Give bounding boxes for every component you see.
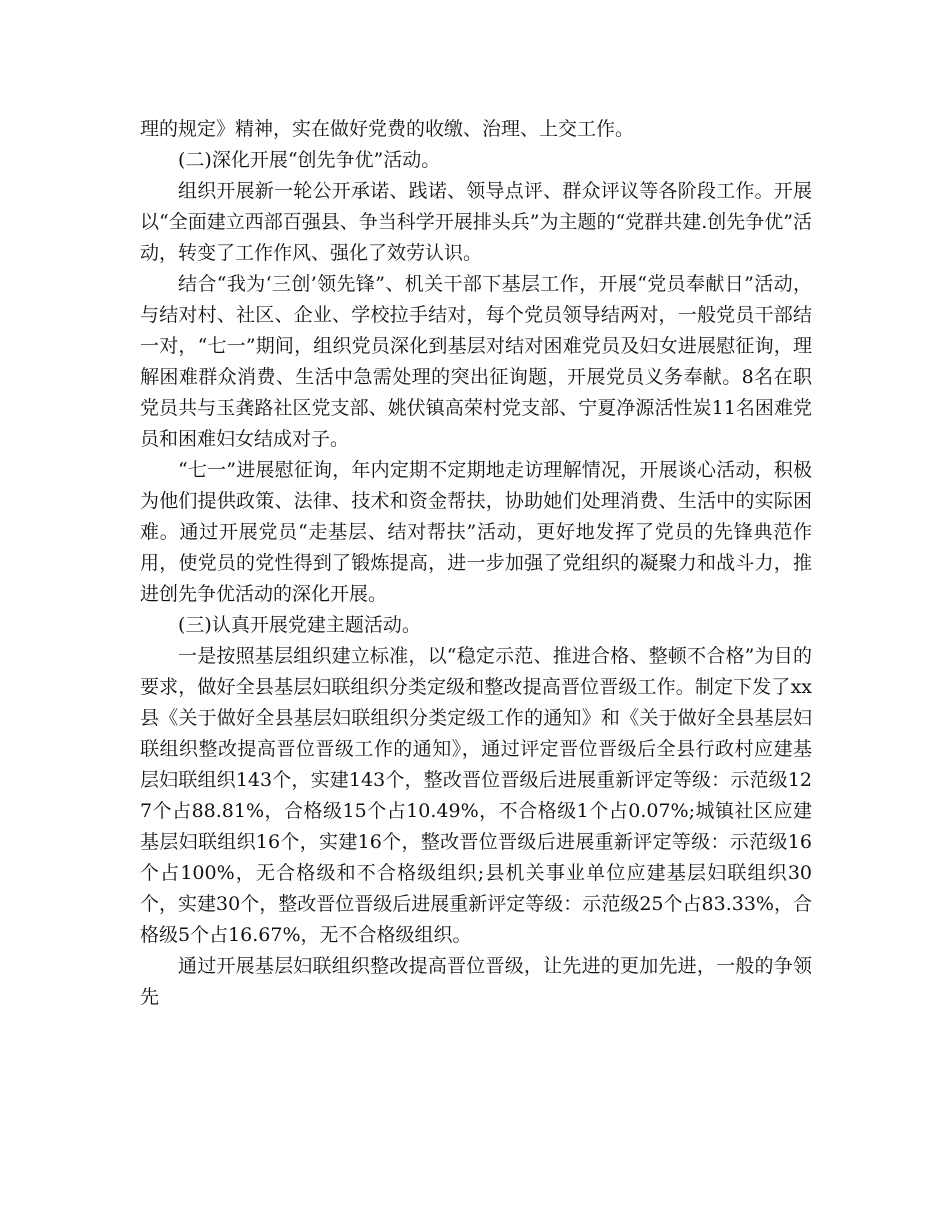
paragraph: 一是按照基层组织建立标准，以“稳定示范、推进合格、整顿不合格”为目的要求，做好全县基层妇联组织分类定级和整改提高晋位晋级工作。制定下发了xx县《关于做好全县基层妇联组织分类定级工作的通知》和《关于做好全县基层妇联组织整改提高晋位晋级工作的通知》，通过评定晋位晋级后全县行政村应建基层妇联组织143个，实建143个，整改晋位晋级后进展重新评定等级：示范级127个占88.81%，合格级15个占10.49%，不合格级1个占0.07%;城镇社区应建基层妇联组织16个，实建16个，整改晋位晋级后进展重新评定等级：示范级16个占100%，无合格级和不合格级组织;县机关事业单位应建基层妇联组织30个，实建30个，整改晋位晋级后进展重新评定等级：示范级25个占83.33%，合格级5个占16.67%，无不合格级组织。 <box>140 645 812 946</box>
section-heading-3: (三)认真开展党建主题活动。 <box>178 614 421 636</box>
document-body <box>140 114 812 1013</box>
paragraph: 组织开展新一轮公开承诺、践诺、领导点评、群众评议等各阶段工作。开展以“全面建立西部百强县、争当科学开展排头兵”为主题的“党群共建.创先争优”活动，转变了工作作风、强化了效劳认识。 <box>140 180 812 264</box>
paragraph: “七一”进展慰征询，年内定期不定期地走访理解情况，开展谈心活动，积极为他们提供政策、法律、技术和资金帮扶，协助她们处理消费、生活中的实际困难。通过开展党员“走基层、结对帮扶”活动，更好地发挥了党员的先锋典范作用，使党员的党性得到了锻炼提高，进一步加强了党组织的凝聚力和战斗力，推进创先争优活动的深化开展。 <box>140 459 812 605</box>
paragraph: 通过开展基层妇联组织整改提高晋位晋级，让先进的更加先进，一般的争领先 <box>140 955 812 1008</box>
section-heading-2: (二)深化开展“创先争优”活动。 <box>178 149 441 171</box>
paragraph-continuation: 理的规定》精神，实在做好党费的收缴、治理、上交工作。 <box>140 118 635 140</box>
paragraph: 结合“我为‘三创’领先锋”、机关干部下基层工作，开展“党员奉献日”活动，与结对村、社区、企业、学校拉手结对，每个党员领导结两对，一般党员干部结一对，“七一”期间，组织党员深化到基层对结对困难党员及妇女进展慰征询，理解困难群众消费、生活中急需处理的突出征询题，开展党员义务奉献。8名在职党员共与玉龚路社区党支部、姚伏镇高荣村党支部、宁夏净源活性炭11名困难党员和困难妇女结成对子。 <box>140 273 812 450</box>
